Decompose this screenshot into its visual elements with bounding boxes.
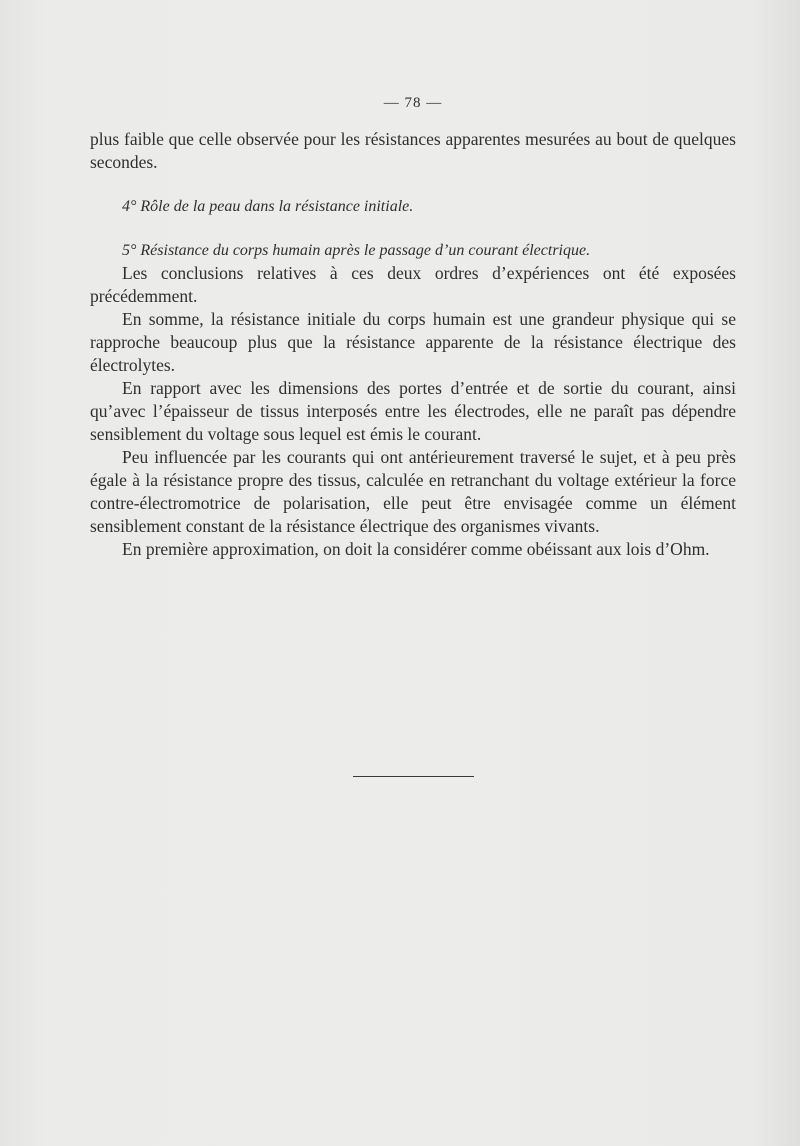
page-content — [90, 92, 736, 561]
continuation-paragraph: plus faible que celle observée pour les résistances apparentes mesurées au bout de quelques secondes. — [90, 129, 736, 172]
body-paragraph: En rapport avec les dimensions des portes d’entrée et de sortie du courant, ainsi qu’avec l’épaisseur de tissus interposés entre les électrodes, elle ne paraît pas dépendre sensiblement du voltage sous lequel est émis le courant. — [90, 378, 736, 444]
spacer — [90, 174, 736, 195]
body-paragraph: Les conclusions relatives à ces deux ordres d’expériences ont été exposées précédemment. — [90, 263, 736, 306]
section-heading-4: 4° Rôle de la peau dans la résistance initiale. — [122, 198, 414, 215]
page-number: — 78 — — [383, 95, 443, 111]
body-paragraph: En somme, la résistance initiale du corps humain est une grandeur physique qui se rapproche beaucoup plus que la résistance apparente de la résistance électrique des électrolytes. — [90, 309, 736, 375]
spacer — [90, 114, 736, 128]
section-heading-5: 5° Résistance du corps humain après le passage d’un courant électrique. — [122, 242, 591, 259]
closing-rule — [353, 776, 474, 777]
body-paragraph: En première approximation, on doit la considérer comme obéissant aux lois d’Ohm. — [122, 539, 710, 559]
spacer — [90, 218, 736, 239]
body-paragraph: Peu influencée par les courants qui ont antérieurement traversé le sujet, et à peu près égale à la résistance propre des tissus, calculée en retranchant du voltage extérieur la force contre-électromotrice de polarisation, elle peut être envisagée comme un élément sensiblement constant de la résistance électrique des organismes vivants. — [90, 447, 736, 536]
